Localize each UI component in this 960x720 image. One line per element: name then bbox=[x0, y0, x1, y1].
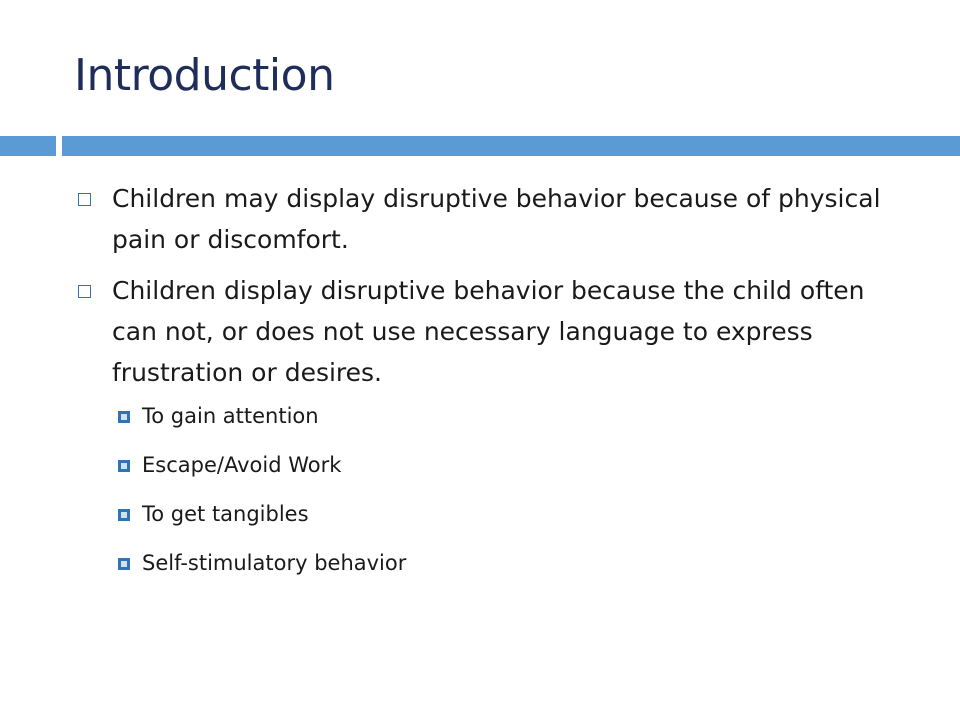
filled-square-icon bbox=[118, 558, 130, 570]
sub-bullet-item bbox=[112, 501, 906, 528]
sub-bullet-item bbox=[112, 550, 906, 577]
sub-bullet-item bbox=[112, 403, 906, 430]
bullet-item bbox=[76, 270, 906, 393]
filled-square-icon bbox=[118, 509, 130, 521]
sub-bullet-list bbox=[76, 403, 906, 577]
sub-bullet-text: To get tangibles bbox=[142, 502, 309, 526]
bullet-text: Children display disruptive behavior because the child often can not, or does not use necessary language to express frustration or desires. bbox=[112, 276, 865, 387]
bullet-item bbox=[76, 178, 906, 260]
sub-bullet-text: Escape/Avoid Work bbox=[142, 453, 342, 477]
slide-body bbox=[76, 178, 906, 599]
title-accent-bar-left bbox=[0, 136, 56, 156]
hollow-square-icon bbox=[78, 193, 91, 206]
filled-square-icon bbox=[118, 460, 130, 472]
sub-bullet-text: To gain attention bbox=[142, 404, 319, 428]
sub-bullet-text: Self-stimulatory behavior bbox=[142, 551, 407, 575]
bullet-text: Children may display disruptive behavior because of physical pain or discomfort. bbox=[112, 184, 881, 254]
slide-title: Introduction bbox=[74, 50, 335, 101]
sub-bullet-item bbox=[112, 452, 906, 479]
title-accent-bar bbox=[62, 136, 960, 156]
hollow-square-icon bbox=[78, 285, 91, 298]
filled-square-icon bbox=[118, 411, 130, 423]
